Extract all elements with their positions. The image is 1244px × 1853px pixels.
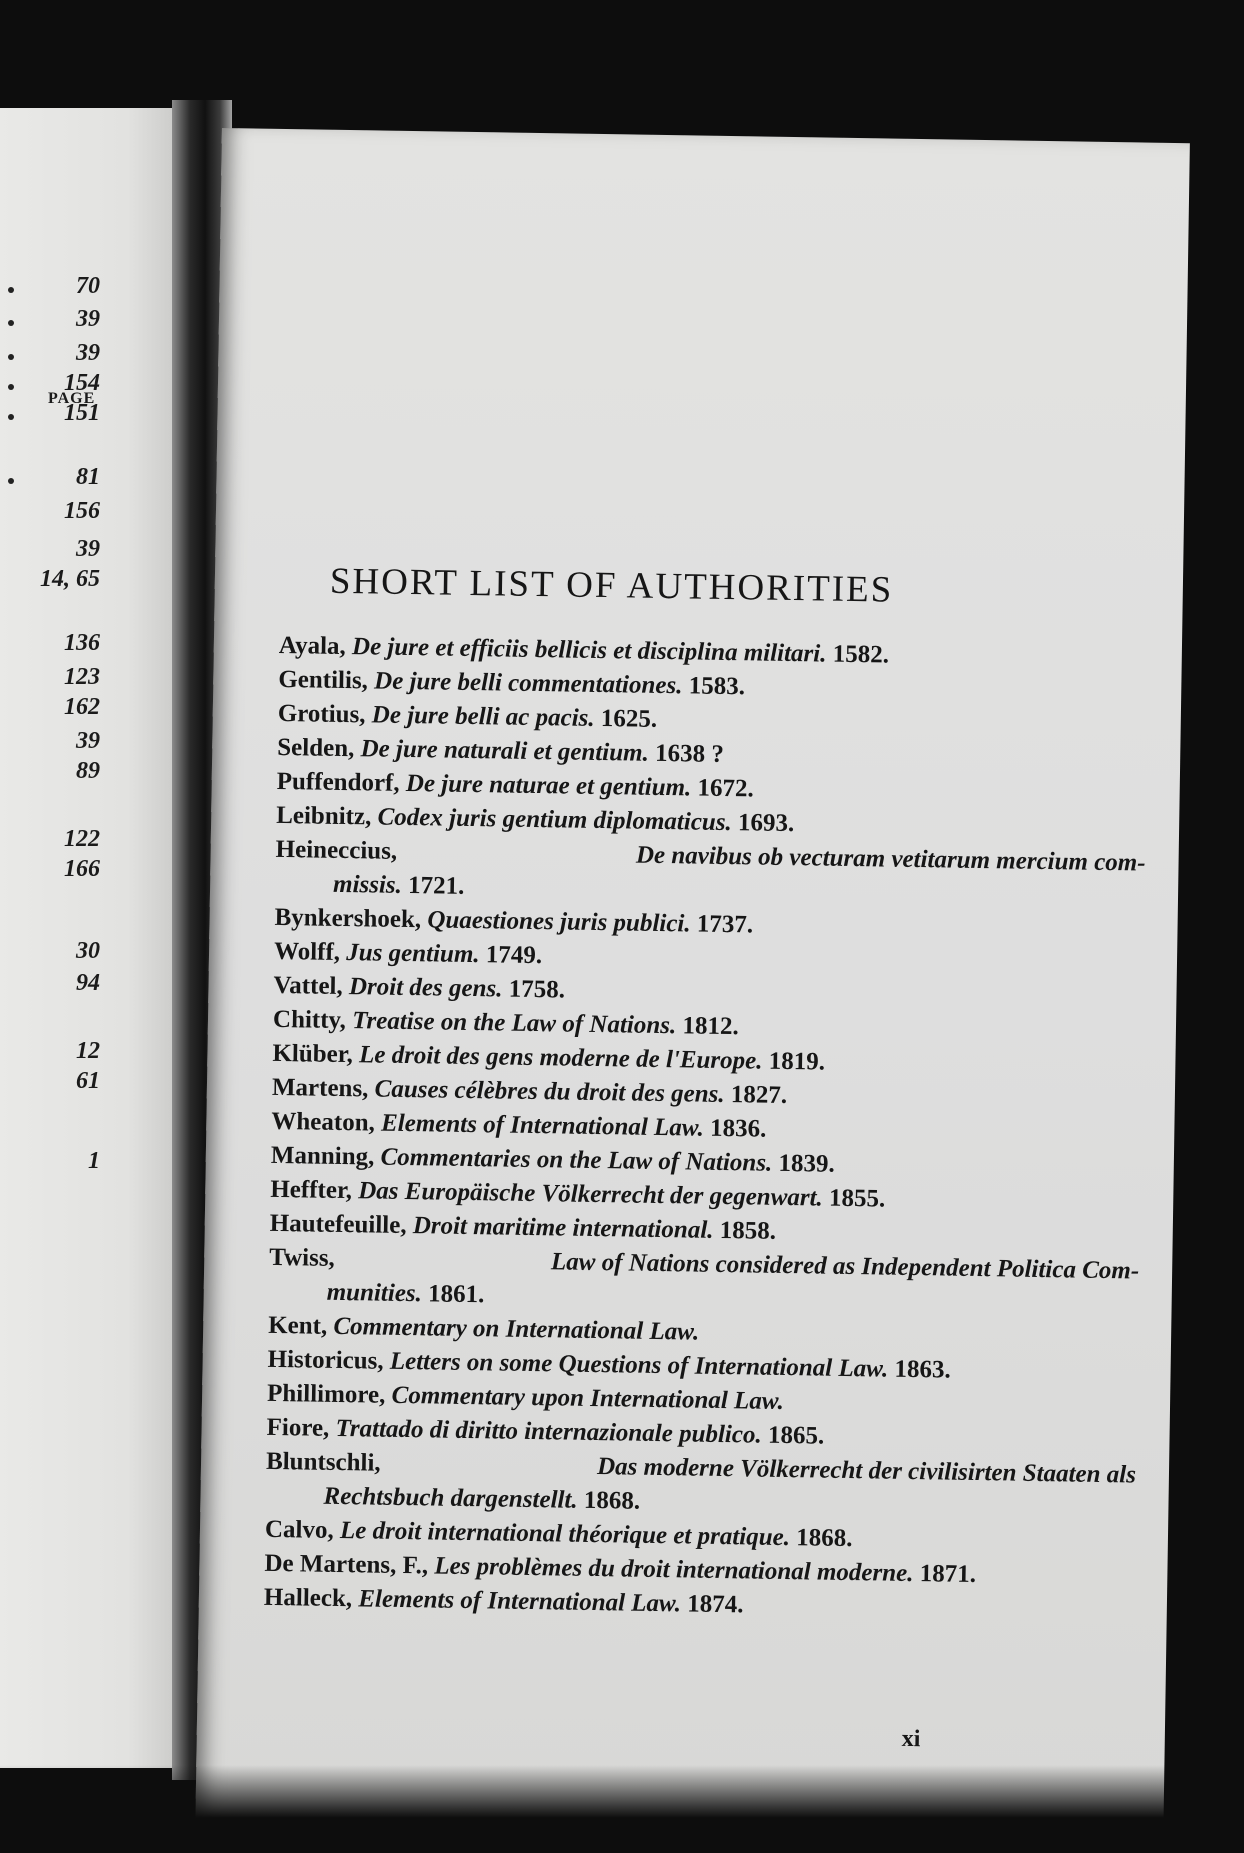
entry-work-title: De jure naturae et gentium. <box>405 769 692 802</box>
page-folio: xi <box>901 1725 921 1753</box>
page-title: SHORT LIST OF AUTHORITIES <box>329 560 894 611</box>
entry-work-title: Das moderne Völkerrecht der civilisirten Staaten als <box>596 1453 1137 1489</box>
entry-work-title: Jus gentium. <box>346 939 480 969</box>
entry-work-title: Treatise on the Law of Nations. <box>351 1007 677 1040</box>
entry-author: Halleck, <box>263 1583 353 1613</box>
page-number: 162 <box>64 694 100 720</box>
entry-work-title: Le droit des gens moderne de l'Europe. <box>358 1041 763 1075</box>
entry-year: 1863. <box>894 1355 951 1384</box>
entry-year: 1819. <box>768 1047 826 1076</box>
page-number: 39 <box>76 340 100 366</box>
entry-work-title: Elements of International Law. <box>380 1109 705 1142</box>
entry-work-title: De jure belli commentationes. <box>373 667 683 700</box>
page-number: 166 <box>64 856 100 882</box>
page-number: 39 <box>76 536 100 562</box>
entry-work-title: Codex juris gentium diplomaticus. <box>377 803 733 837</box>
entry-year: 1861. <box>427 1280 485 1309</box>
entry-author: Ayala, <box>278 631 346 661</box>
entry-year: 1625. <box>600 705 658 733</box>
page-number: 123 <box>64 664 100 690</box>
entry-year: 1827. <box>730 1081 788 1109</box>
entry-author: Grotius, <box>277 699 366 729</box>
entry-work-title: Commentary on International Law. <box>333 1312 700 1346</box>
entry-year: 1758. <box>508 975 566 1004</box>
entry-work-title: Trattado di diritto internazionale publico. <box>335 1414 762 1449</box>
entry-work-continuation: Rechtsbuch dargenstellt. <box>323 1482 578 1514</box>
page-number: 39 <box>76 306 100 332</box>
entry-year: 1836. <box>709 1114 767 1143</box>
entry-work-title: Elements of International Law. <box>358 1585 682 1618</box>
entry-year: 1749. <box>485 941 543 970</box>
entry-work-title: De jure naturali et gentium. <box>360 735 650 767</box>
leader-dot <box>8 384 14 390</box>
left-page-fragment <box>0 108 182 1768</box>
entry-year: 1737. <box>696 910 754 939</box>
entry-author: Kent, <box>267 1311 328 1340</box>
entry-work-title: Das Europäische Völkerrecht der gegenwart. <box>358 1177 824 1212</box>
entry-author: Fiore, <box>266 1413 330 1442</box>
page-number: 81 <box>76 464 100 490</box>
page-number: 151 <box>64 400 100 426</box>
entry-work-title: Law of Nations considered as Independent Politica Com- <box>550 1248 1140 1285</box>
page-number: 61 <box>76 1068 100 1094</box>
entry-author: Bluntschli, <box>265 1447 381 1477</box>
leader-dot <box>8 320 14 326</box>
page-number: 94 <box>76 970 100 996</box>
entry-work-title: Letters on some Questions of International Law. <box>389 1347 889 1383</box>
entry-author: Heineccius, <box>275 835 398 865</box>
entry-work-title: Les problèmes du droit international moderne. <box>434 1552 914 1588</box>
entry-author: Bynkershoek, <box>274 903 422 934</box>
entry-work-continuation: missis. <box>332 870 403 899</box>
page-column-header: PAGE <box>48 390 96 407</box>
entry-year: 1672. <box>697 774 754 803</box>
entry-author: Wolff, <box>273 937 341 966</box>
entry-work-title: De jure et efficiis bellicis et disciplina militari. <box>351 633 827 668</box>
entry-author: Vattel, <box>273 971 343 1001</box>
right-page <box>195 128 1189 1833</box>
leader-dot <box>8 287 14 293</box>
page-number: 122 <box>64 826 100 852</box>
entry-year: 1583. <box>688 672 746 701</box>
entry-author: Puffendorf, <box>276 767 400 797</box>
entry-work-title: Commentary upon International Law. <box>391 1381 785 1415</box>
entry-work-title: De jure belli ac pacis. <box>371 701 595 732</box>
entry-author: Calvo, <box>264 1515 334 1544</box>
entry-year: 1868. <box>583 1486 641 1515</box>
page-number: 70 <box>76 273 100 299</box>
entry-year: 1865. <box>767 1421 825 1450</box>
leader-dot <box>8 478 14 484</box>
entry-author: Twiss, <box>269 1243 336 1272</box>
entry-year: 1855. <box>828 1184 886 1213</box>
entry-year: 1721. <box>407 872 465 900</box>
page-number: 156 <box>64 498 100 524</box>
page-number: 30 <box>76 938 100 964</box>
entry-year: 1582. <box>832 640 890 669</box>
entry-work-title: Quaestiones juris publici. <box>427 906 691 938</box>
page-number: 12 <box>76 1038 100 1064</box>
entry-year: 1812. <box>682 1012 739 1041</box>
page-number: 136 <box>64 630 100 656</box>
entry-author: Selden, <box>277 733 355 763</box>
entry-author: Historicus, <box>267 1345 384 1375</box>
entry-work-title: Le droit international théorique et pratique. <box>339 1517 791 1552</box>
entry-author: Manning, <box>270 1141 375 1171</box>
entry-work-title: Commentaries on the Law of Nations. <box>380 1143 773 1177</box>
leader-dot <box>8 354 14 360</box>
entry-author: Martens, <box>271 1073 369 1103</box>
entry-author: De Martens, F., <box>264 1549 429 1580</box>
entry-year: 1638 ? <box>654 739 725 768</box>
entry-work-title: De navibus ob vecturam vetitarum mercium com- <box>635 841 1146 877</box>
entry-author: Hautefeuille, <box>269 1209 407 1240</box>
page-number: 14, 65 <box>40 566 100 592</box>
entry-author: Klüber, <box>272 1039 354 1069</box>
entry-year: 1858. <box>719 1216 777 1245</box>
page-number: 89 <box>76 758 100 784</box>
page-number: 39 <box>76 728 100 754</box>
page-number: 154 <box>64 370 100 396</box>
entry-author: Gentilis, <box>278 665 369 695</box>
entry-work-title: Causes célèbres du droit des gens. <box>374 1075 725 1109</box>
entry-year: 1871. <box>919 1560 977 1589</box>
entry-work-continuation: munities. <box>326 1278 423 1308</box>
leader-dot <box>8 414 14 420</box>
entry-year: 1693. <box>737 809 795 838</box>
entry-author: Chitty, <box>272 1005 347 1035</box>
scan-bottom-shadow <box>0 1765 1244 1853</box>
entry-author: Heffter, <box>270 1175 353 1205</box>
entry-author: Wheaton, <box>271 1107 376 1137</box>
page-number: 1 <box>88 1148 100 1174</box>
entry-author: Phillimore, <box>266 1379 386 1409</box>
entry-year: 1839. <box>778 1149 835 1178</box>
entry-work-title: Droit maritime international. <box>412 1212 714 1244</box>
authority-list <box>264 629 1149 1629</box>
entry-work-title: Droit des gens. <box>348 973 503 1003</box>
entry-year: 1868. <box>796 1524 853 1553</box>
entry-author: Leibnitz, <box>275 801 372 831</box>
entry-year: 1874. <box>687 1590 744 1619</box>
